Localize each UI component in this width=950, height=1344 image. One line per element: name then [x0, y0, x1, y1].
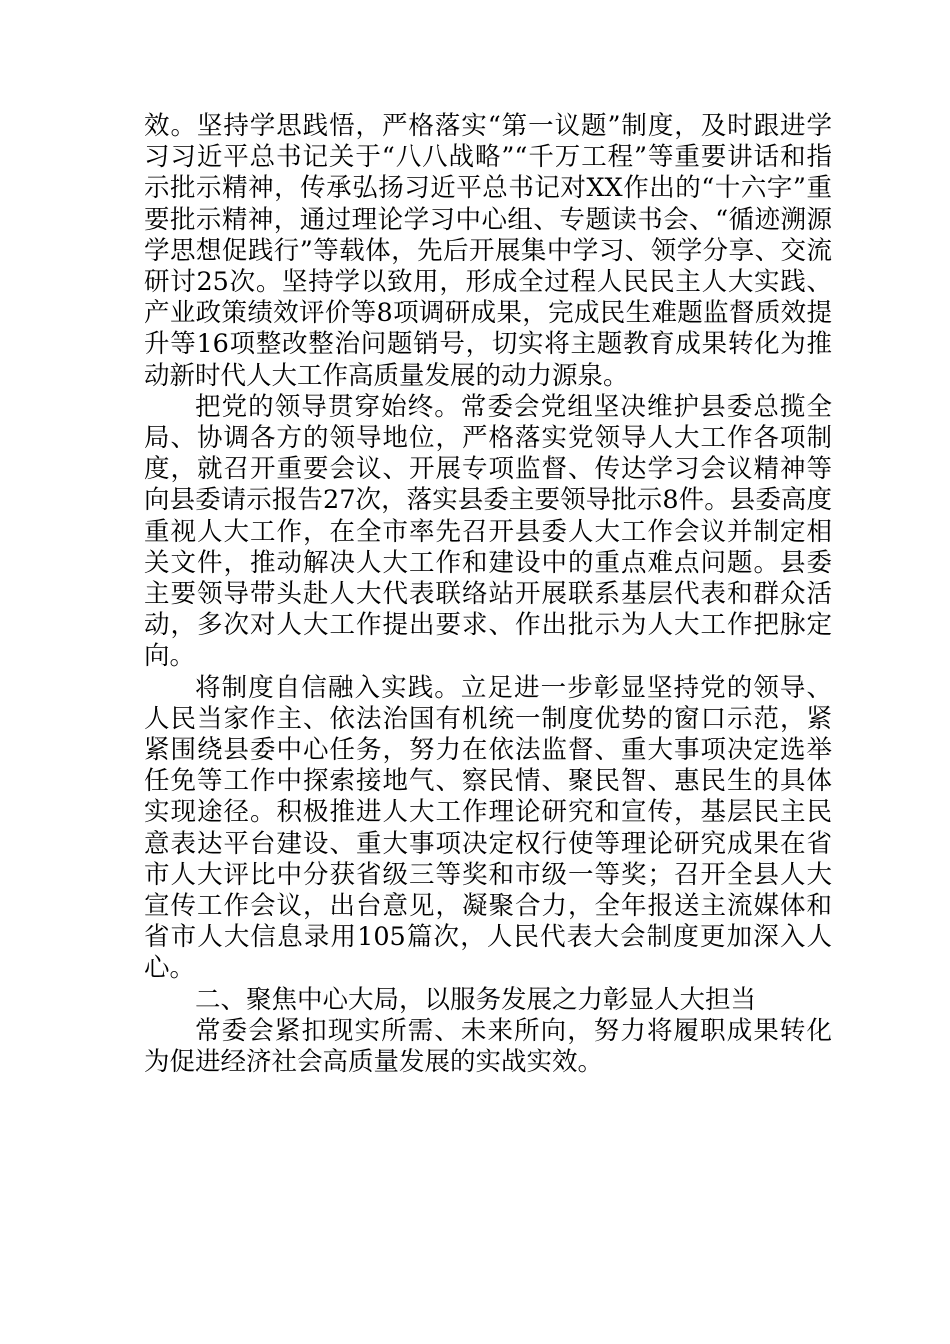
paragraph-section-intro: 常委会紧扣现实所需、未来所向，努力将履职成果转化为促进经济社会高质量发展的实战实效。	[144, 1015, 832, 1078]
section-heading: 二、聚焦中心大局，以服务发展之力彰显人大担当	[195, 984, 757, 1015]
document-body	[144, 111, 832, 1078]
paragraph-continuation: 效。坚持学思践悟，严格落实“第一议题”制度，及时跟进学习习近平总书记关于“八八战略”“千万工程”等重要讲话和指示批示精神，传承弘扬习近平总书记对XX作出的“十六字”重要批示精神，通过理论学习中心组、专题读书会、“循迹溯源学思想促践行”等载体，先后开展集中学习、领学分享、交流研讨25次。坚持学以致用，形成全过程人民民主人大实践、产业政策绩效评价等8项调研成果，完成民生难题监督质效提升等16项整改整治问题销号，切实将主题教育成果转化为推动新时代人大工作高质量发展的动力源泉。	[144, 111, 832, 391]
paragraph-institutional-confidence: 将制度自信融入实践。立足进一步彰显坚持党的领导、人民当家作主、依法治国有机统一制度优势的窗口示范，紧紧围绕县委中心任务，努力在依法监督、重大事项决定选举任免等工作中探索接地气、察民情、聚民智、惠民生的具体实现途径。积极推进人大工作理论研究和宣传，基层民主民意表达平台建设、重大事项决定权行使等理论研究成果在省市人大评比中分获省级三等奖和市级一等奖；召开全县人大宣传工作会议，出台意见，凝聚合力，全年报送主流媒体和省市人大信息录用105篇次，人民代表大会制度更加深入人心。	[144, 672, 832, 984]
paragraph-party-leadership: 把党的领导贯穿始终。常委会党组坚决维护县委总揽全局、协调各方的领导地位，严格落实党领导人大工作各项制度，就召开重要会议、开展专项监督、传达学习会议精神等向县委请示报告27次，落实县委主要领导批示8件。县委高度重视人大工作，在全市率先召开县委人大工作会议并制定相关文件，推动解决人大工作和建设中的重点难点问题。县委主要领导带头赴人大代表联络站开展联系基层代表和群众活动，多次对人大工作提出要求、作出批示为人大工作把脉定向。	[144, 391, 832, 672]
